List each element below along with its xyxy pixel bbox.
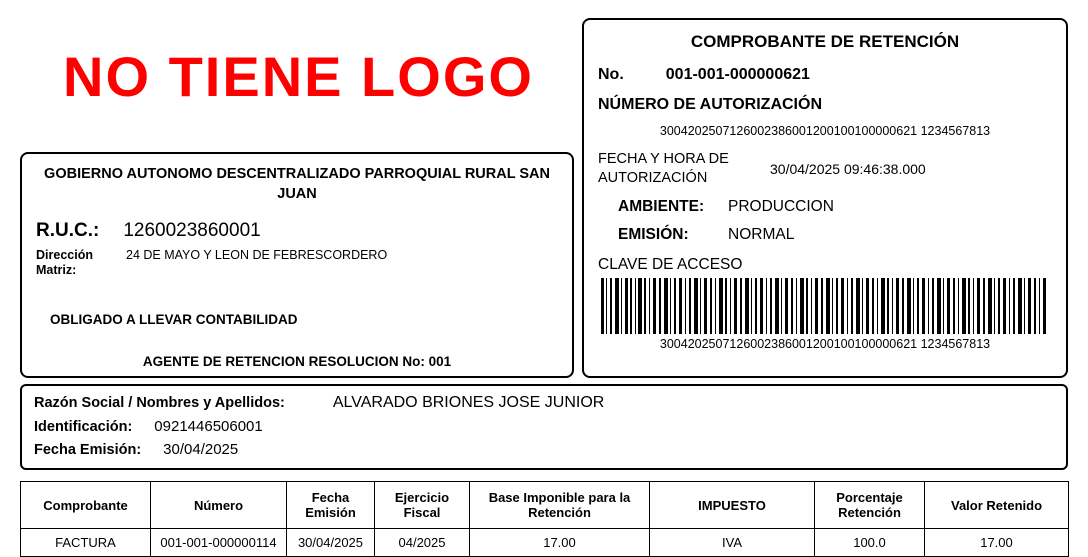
col-valor-retenido: Valor Retenido <box>925 482 1069 529</box>
accounting-note: OBLIGADO A LLEVAR CONTABILIDAD <box>50 312 298 327</box>
buyer-name-row <box>22 394 1066 412</box>
clave-acceso-value: 3004202507126002386001200100100000621 1234567813 <box>659 337 991 351</box>
receipt-number-value: 001-001-000000621 <box>665 66 810 83</box>
buyer-info-box <box>20 384 1068 470</box>
col-impuesto: IMPUESTO <box>650 482 815 529</box>
retention-agent-note: AGENTE DE RETENCION RESOLUCION No: 001 <box>142 354 452 369</box>
cell-base-imponible: 17.00 <box>470 529 650 557</box>
receipt-title: COMPROBANTE DE RETENCIÓN <box>690 32 960 51</box>
authorization-date-label: FECHA Y HORA DE AUTORIZACIÓN <box>598 151 729 186</box>
barcode-image <box>601 278 1049 334</box>
authorization-number: 3004202507126002386001200100100000621 1234567813 <box>659 124 991 138</box>
cell-comprobante: FACTURA <box>21 529 151 557</box>
ambiente-row <box>584 198 1066 216</box>
clave-acceso-label: CLAVE DE ACCESO <box>598 256 743 273</box>
col-base-imponible: Base Imponible para la Retención <box>470 482 650 529</box>
buyer-date-value: 30/04/2025 <box>163 441 239 458</box>
authorization-title: NÚMERO DE AUTORIZACIÓN <box>598 96 822 113</box>
col-numero: Número <box>151 482 287 529</box>
col-ejercicio-fiscal: Ejercicio Fiscal <box>375 482 470 529</box>
cell-porcentaje-retencion: 100.0 <box>815 529 925 557</box>
issuer-address-row <box>22 248 572 278</box>
issuer-address-value: 24 DE MAYO Y LEON DE FEBRESCORDERO <box>126 248 388 262</box>
cell-impuesto: IVA <box>650 529 815 557</box>
buyer-date-label: Fecha Emisión: <box>34 442 142 458</box>
col-fecha-emision: Fecha Emisión <box>287 482 375 529</box>
emision-label: EMISIÓN: <box>618 226 689 243</box>
emision-row <box>584 226 1066 244</box>
col-porcentaje-retencion: Porcentaje Retención <box>815 482 925 529</box>
col-comprobante: Comprobante <box>21 482 151 529</box>
cell-ejercicio-fiscal: 04/2025 <box>375 529 470 557</box>
table-row <box>21 529 1069 557</box>
buyer-name-label: Razón Social / Nombres y Apellidos: <box>34 395 285 411</box>
issuer-info-box <box>20 152 574 378</box>
table-header-row <box>21 482 1069 529</box>
issuer-address-label: Dirección Matriz: <box>36 248 93 277</box>
ambiente-label: AMBIENTE: <box>618 198 705 215</box>
emision-value: NORMAL <box>728 226 795 243</box>
receipt-info-box <box>582 18 1068 378</box>
ambiente-value: PRODUCCION <box>728 198 834 215</box>
cell-valor-retenido: 17.00 <box>925 529 1069 557</box>
issuer-ruc-value: 1260023860001 <box>123 220 261 241</box>
buyer-id-value: 0921446506001 <box>154 418 263 435</box>
buyer-date-row <box>22 441 1066 458</box>
cell-fecha-emision: 30/04/2025 <box>287 529 375 557</box>
issuer-name: GOBIERNO AUTONOMO DESCENTRALIZADO PARROQUIAL RURAL SAN JUAN <box>44 166 550 202</box>
retention-detail-table <box>20 481 1069 557</box>
issuer-ruc-label: R.U.C.: <box>36 220 100 241</box>
receipt-number-row <box>584 66 1066 84</box>
no-logo-banner: NO TIENE LOGO <box>63 45 534 108</box>
buyer-id-label: Identificación: <box>34 419 133 435</box>
buyer-id-row <box>22 418 1066 435</box>
authorization-date-row <box>584 150 1066 188</box>
cell-numero: 001-001-000000114 <box>151 529 287 557</box>
receipt-number-label: No. <box>598 66 624 83</box>
authorization-date-value: 30/04/2025 09:46:38.000 <box>770 161 926 177</box>
buyer-name-value: ALVARADO BRIONES JOSE JUNIOR <box>332 394 605 411</box>
issuer-ruc-row <box>22 220 572 242</box>
